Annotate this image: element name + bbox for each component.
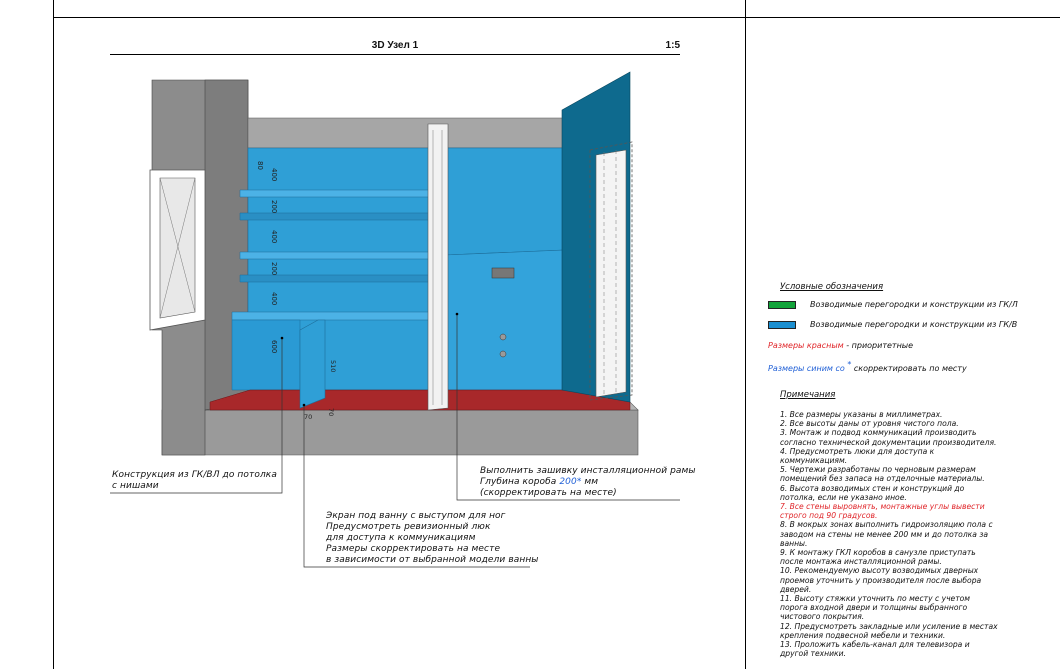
callout-box-line3: (скорректировать на месте) — [480, 488, 617, 498]
dim-200-b: 200 — [270, 262, 278, 276]
center-profile — [428, 124, 448, 410]
drawing-title: 3D Узел 1 — [371, 40, 419, 51]
note-item: 3. Монтаж и подвод коммуникаций производить согласно технической документации производителя. — [780, 428, 997, 447]
dim-200-a: 200 — [270, 200, 278, 214]
callout-niche — [112, 470, 277, 492]
callout-screen-line3: для доступа к коммуникациям — [326, 533, 476, 543]
callout-screen-line2: Предусмотреть ревизионный люк — [326, 522, 491, 532]
callout-box-line1: Выполнить зашивку инсталляционной рамы — [480, 466, 696, 476]
note-item: 6. Высота возводимых стен и конструкций до потолка, если не указано иное. — [780, 483, 965, 502]
callout-box — [480, 466, 696, 499]
legend-swatch-blue — [768, 321, 796, 329]
callout-box-line2: Глубина короба 200* мм — [480, 477, 599, 487]
callout-screen — [326, 511, 539, 566]
notes-list — [780, 410, 1000, 658]
note-item: 10. Рекомендуемую высоту возводимых дверных проемов уточнить у производителя после выбора дверей. — [780, 566, 982, 594]
floor-waterproofing — [210, 390, 630, 410]
notes-title: Примечания — [780, 390, 836, 400]
drawing-scale: 1:5 — [665, 40, 680, 51]
dim-400-c: 400 — [270, 292, 278, 306]
dim-70-b: 70 — [327, 408, 335, 417]
legend-item-gkv: Возводимые перегородки и конструкции из ГК/В — [768, 320, 1017, 329]
dim-510: 510 — [329, 360, 337, 373]
legend-title: Условные обозначения — [780, 282, 884, 292]
note-item: 8. В мокрых зонах выполнить гидроизоляцию пола с заводом на стены не менее 200 мм и до потолка за ванны. — [780, 520, 993, 548]
dim-400-b: 400 — [270, 230, 278, 244]
dim-70-a: 70 — [304, 413, 313, 421]
note-item: 9. К монтажу ГКЛ коробов в санузле приступать после монтажа инсталляционной рамы. — [780, 548, 976, 567]
note-item: 7. Все стены выровнять, монтажные углы вывести строго под 90 градусов. — [780, 502, 985, 521]
back-wall-top — [248, 118, 570, 148]
frame-right-border — [745, 0, 746, 669]
flush-plate — [492, 268, 514, 278]
bath-screen — [300, 320, 325, 408]
callout-screen-line5: в зависимости от выбранной модели ванны — [326, 555, 539, 565]
legend-swatch-green — [768, 301, 796, 309]
dim-400-a: 400 — [270, 168, 278, 182]
note-item: 2. Все высоты даны от уровня чистого пола. — [780, 419, 959, 429]
legend-blue-dims: Размеры синим со * скорректировать по месту — [768, 360, 967, 373]
note-item: 13. Проложить кабель-канал для телевизора и другой техники. — [780, 640, 970, 659]
callout-niche-line2: с нишами — [112, 481, 159, 491]
dim-600: 600 — [270, 340, 278, 354]
note-item: 4. Предусмотреть люки для доступа к коммуникациям. — [780, 446, 935, 466]
floor-slab — [162, 410, 638, 455]
note-item: 5. Чертежи разработаны по черновым размерам помещений без запаса на отделочные материалы. — [780, 465, 985, 484]
callout-screen-line1: Экран под ванну с выступом для ног — [326, 511, 506, 521]
callout-screen-line4: Размеры скорректировать на месте — [326, 544, 501, 554]
note-item: 1. Все размеры указаны в миллиметрах. — [780, 410, 943, 419]
callout-niche-line1: Конструкция из ГК/ВЛ до потолка — [112, 470, 277, 480]
note-item: 11. Высоту стяжки уточнить по месту с учетом порога входной двери и толщины выбранного чистового покрытия. — [780, 594, 971, 622]
legend-red-dims: Размеры красным - приоритетные — [768, 341, 914, 350]
dim-80: 80 — [256, 161, 264, 170]
legend-item-gkl: Возводимые перегородки и конструкции из ГК/Л — [768, 300, 1018, 309]
note-item: 12. Предусмотреть закладные или усиление в местах крепления подвесной мебели и техники. — [780, 621, 998, 640]
